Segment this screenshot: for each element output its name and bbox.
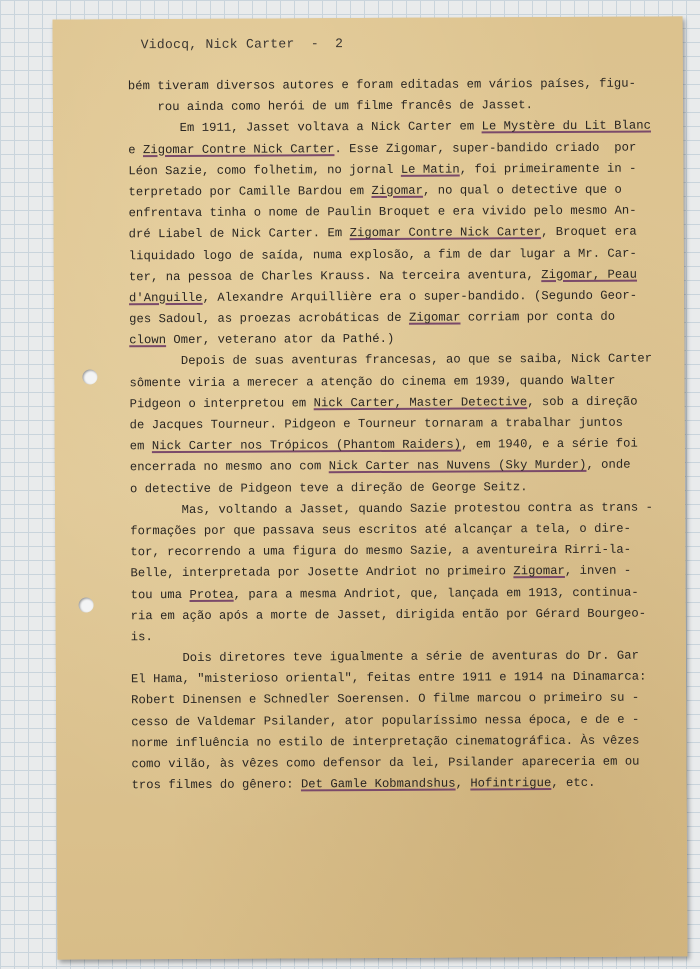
text-line: [130, 476, 670, 500]
text-segment: Mas, voltando a Jasset, quando Sazie protestou contra as trans -: [130, 500, 653, 518]
text-segment: , sob a direção: [527, 394, 638, 409]
text-segment: , Alexandre Arquillière era o super-bandido. (Segundo Geor-: [202, 288, 638, 305]
text-line: [129, 328, 669, 352]
text-line: [130, 540, 670, 564]
text-segment: tou uma: [130, 587, 190, 602]
underlined-title: Nick Carter, Master Detective: [313, 394, 528, 411]
text-line: [131, 688, 671, 712]
text-segment: formações por que passava seus escritos até alcançar a tela, o dire-: [130, 521, 631, 539]
text-segment: norme influência no estilo de interpretação cinematográfica. Às vêzes: [131, 733, 640, 751]
underlined-title: Zigomar, Peau: [541, 267, 638, 282]
text-segment: em: [129, 439, 152, 454]
text-segment: terpretado por Camille Bardou em: [128, 183, 372, 200]
text-line: [130, 391, 670, 415]
text-line: [131, 624, 671, 648]
text-segment: ria em ação após a morte de Jasset, dirigida então por Gérard Bourgeo-: [130, 606, 647, 623]
underlined-title: Le Mystère du Lit Blanc: [481, 118, 651, 134]
text-segment: bém tiveram diversos autores e foram editadas em vários países, figu-: [127, 76, 637, 94]
underlined-title: Hofintrigue: [470, 776, 552, 791]
text-line: [130, 434, 670, 458]
text-segment: . Esse Zigomar, super-bandido criado por: [334, 140, 637, 156]
punch-hole-top: [82, 369, 97, 384]
underlined-title: Nick Carter nas Nuvens (Sky Murder): [328, 458, 587, 474]
underlined-title: Zigomar Contre Nick Carter: [349, 225, 542, 241]
text-line: [129, 306, 669, 330]
text-segment: encerrada no mesmo ano com: [129, 459, 329, 475]
text-line: [129, 285, 669, 309]
underlined-title: clown: [129, 333, 167, 348]
text-segment: , foi primeiramente in -: [459, 161, 637, 177]
underlined-title: Le Matin: [400, 162, 460, 177]
text-line: [128, 116, 668, 140]
text-segment: de Jacques Tourneur. Pidgeon e Tourneur tornaram a trabalhar juntos: [129, 415, 624, 433]
underlined-title: Zigomar: [371, 183, 424, 198]
text-line: [132, 773, 672, 797]
page-header: Vidocq, Nick Carter - 2: [140, 36, 344, 53]
text-segment: Omer, veterano ator da Pathé.): [166, 332, 395, 348]
text-line: [131, 603, 671, 627]
text-line: [131, 645, 671, 669]
text-segment: , em 1940, e a série foi: [461, 436, 638, 452]
typewritten-page: [53, 16, 688, 959]
text-line: [128, 158, 668, 182]
text-line: [128, 95, 668, 119]
body-text: [128, 73, 672, 796]
text-line: [131, 709, 671, 733]
text-segment: tros filmes do gênero:: [131, 777, 301, 793]
text-segment: is.: [130, 630, 153, 645]
underlined-title: Zigomar: [408, 310, 461, 325]
text-line: [128, 137, 668, 161]
text-segment: o detective de Pidgeon teve a direção de George Seitz.: [129, 479, 528, 496]
text-segment: Depois de suas aventuras francesas, ao que se saiba, Nick Carter: [129, 351, 653, 369]
text-line: [129, 243, 669, 267]
underlined-title: Protea: [189, 587, 234, 602]
text-segment: , para a mesma Andriot, que, lançada em 1913, continua-: [233, 585, 639, 602]
text-line: [131, 667, 671, 691]
text-line: [130, 412, 670, 436]
text-segment: Em 1911, Jasset voltava a Nick Carter em: [128, 119, 482, 136]
text-segment: rou ainda como herói de um filme francês de Jasset.: [127, 98, 534, 115]
text-segment: corriam por conta do: [460, 309, 616, 325]
underlined-title: d'Anguille: [128, 290, 203, 306]
text-segment: Léon Sazie, como folhetim, no jornal: [128, 162, 401, 179]
text-segment: ,: [455, 776, 471, 791]
text-line: [129, 201, 669, 225]
text-segment: ter, na pessoa de Charles Krauss. Na terceira aventura,: [128, 267, 542, 284]
underlined-title: Zigomar: [513, 564, 565, 579]
text-segment: enfrentava tinha o nome de Paulin Broquet e era vivido pelo mesmo An-: [128, 203, 637, 221]
text-segment: Belle, interpretada por Josette Andriot no primeiro: [130, 564, 514, 581]
text-line: [128, 73, 668, 97]
text-segment: Dois diretores teve igualmente a série de aventuras do Dr. Gar: [130, 648, 640, 666]
text-segment: e: [128, 142, 143, 157]
text-line: [128, 179, 668, 203]
text-segment: , etc.: [551, 776, 596, 791]
text-segment: , no qual o detective que o: [422, 182, 622, 198]
text-line: [130, 497, 670, 521]
text-line: [129, 264, 669, 288]
text-segment: como vilão, às vêzes como defensor da lei, Psilander apareceria em ou: [131, 754, 640, 772]
text-segment: , inven -: [564, 563, 632, 579]
text-line: [129, 349, 669, 373]
text-segment: Robert Dinensen e Schnedler Soerensen. O filme marcou o primeiro su -: [131, 691, 640, 708]
underlined-title: Zigomar Contre Nick Carter: [142, 141, 335, 157]
text-segment: cesso de Valdemar Psilander, ator popularíssimo nessa época, e de e -: [131, 712, 640, 729]
text-line: [130, 455, 670, 479]
punch-hole-bottom: [79, 597, 94, 612]
text-line: [130, 561, 670, 585]
underlined-title: Det Gamle Kobmandshus: [300, 776, 456, 792]
text-line: [129, 222, 669, 246]
text-segment: , Broquet era: [541, 224, 637, 240]
text-segment: ges Sadoul, as proezas acrobáticas de: [129, 310, 409, 327]
text-segment: dré Liabel de Nick Carter. Em: [128, 226, 350, 242]
text-line: [130, 518, 670, 542]
text-line: [131, 582, 671, 606]
text-segment: , onde: [586, 458, 631, 473]
text-segment: sômente viria a merecer a atenção do cinema em 1939, quando Walter: [129, 373, 616, 390]
text-segment: Pidgeon o interpretou em: [129, 396, 314, 412]
text-line: [131, 751, 671, 775]
text-line: [129, 370, 669, 394]
text-segment: El Hama, "misterioso oriental", feitas entre 1911 e 1914 na Dinamarca:: [130, 669, 647, 687]
text-segment: liquidado logo de saída, numa explosão, a fim de dar lugar a Mr. Car-: [128, 246, 637, 263]
text-segment: tor, recorrendo a uma figura do mesmo Sazie, a aventureira Rirri-la-: [130, 542, 632, 560]
underlined-title: Nick Carter nos Trópicos (Phantom Raiders): [151, 437, 462, 454]
text-line: [131, 730, 671, 754]
